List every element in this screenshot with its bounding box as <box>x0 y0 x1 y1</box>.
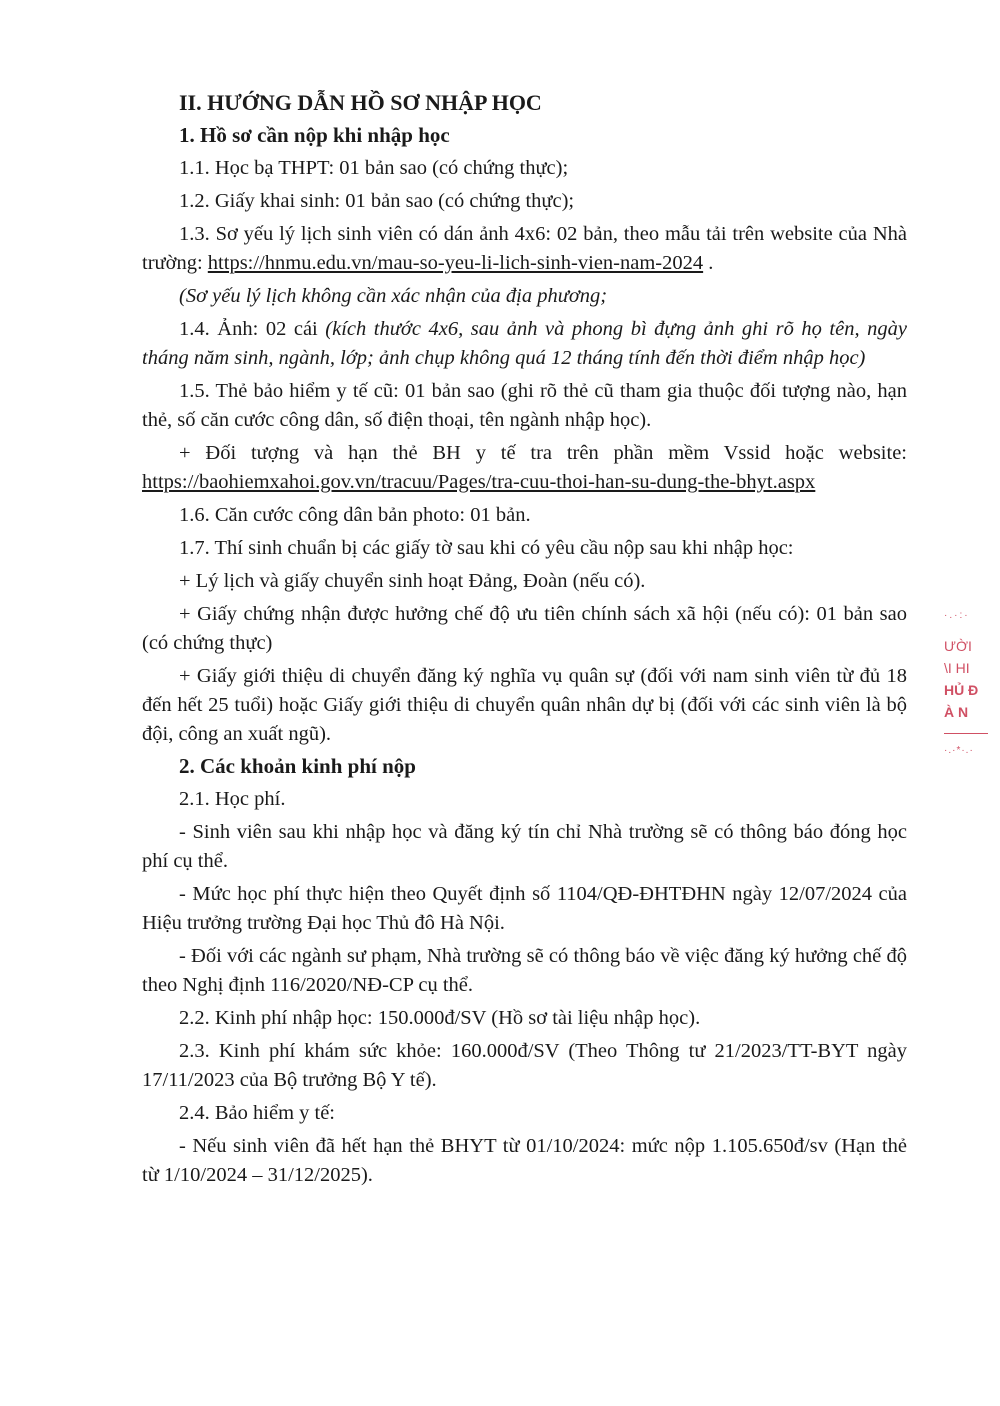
item-1-1: 1.1. Học bạ THPT: 01 bản sao (có chứng thực); <box>179 157 569 179</box>
section-title: II. HƯỚNG DẪN HỒ SƠ NHẬP HỌC <box>179 90 542 115</box>
item-1-3-text: 1.3. Sơ yếu lý lịch sinh viên có dán ảnh 4x6: 02 bản, theo mẫu tải trên website của Nhà trường: <box>142 223 907 274</box>
item-1-4-text: 1.4. Ảnh: 02 cái <box>179 318 326 340</box>
bhyt-lookup-link[interactable]: https://baohiemxahoi.gov.vn/tracuu/Pages/tra-cuu-thoi-han-su-dung-the-bhyt.aspx <box>142 471 816 493</box>
item-2-1: 2.1. Học phí. <box>179 788 286 810</box>
item-2-3: 2.3. Kinh phí khám sức khỏe: 160.000đ/SV (Theo Thông tư 21/2023/TT-BYT ngày 17/11/2023 của Bộ trưởng Bộ Y tế). <box>142 1040 907 1091</box>
stamp-line-1: ƯỜI <box>944 638 972 654</box>
stamp-line-3: HỦ Đ <box>944 682 979 698</box>
item-2-2: 2.2. Kinh phí nhập học: 150.000đ/SV (Hồ sơ tài liệu nhập học). <box>179 1007 701 1029</box>
item-1-7-a: + Lý lịch và giấy chuyển sinh hoạt Đảng, Đoàn (nếu có). <box>179 570 646 592</box>
item-1-2: 1.2. Giấy khai sinh: 01 bản sao (có chứng thực); <box>179 190 575 212</box>
item-1-4-italic: (kích thước 4x6, sau ảnh và phong bì đựng ảnh ghi rõ họ tên, ngày tháng năm sinh, ngành, lớp; ảnh chụp không quá 12 tháng tính đến thời điểm nhập học) <box>142 318 907 369</box>
stamp-dots: ·.·:· <box>944 610 970 621</box>
item-1-5-plus <box>142 439 907 497</box>
heading-ho-so: 1. Hồ sơ cần nộp khi nhập học <box>179 123 450 147</box>
stamp-line-4: À N <box>944 704 969 720</box>
item-2-1-a: - Sinh viên sau khi nhập học và đăng ký tín chỉ Nhà trường sẽ có thông báo đóng học phí cụ thể. <box>142 821 907 872</box>
item-2-4: 2.4. Bảo hiểm y tế: <box>179 1102 336 1124</box>
stamp-line-2: \I HI <box>944 660 970 676</box>
item-1-7-c: + Giấy giới thiệu di chuyển đăng ký nghĩa vụ quân sự (đối với nam sinh viên từ đủ 18 đến hết 25 tuổi) hoặc Giấy giới thiệu di chuyển quân nhân dự bị (đối với các sinh viên là bộ đội, công an xuất ngũ). <box>142 665 907 745</box>
stamp-divider <box>944 733 988 734</box>
so-yeu-ly-lich-link[interactable]: https://hnmu.edu.vn/mau-so-yeu-li-lich-sinh-vien-nam-2024 <box>207 252 704 274</box>
item-1-3-end: . <box>703 252 714 274</box>
item-1-3-note: (Sơ yếu lý lịch không cần xác nhận của địa phương; <box>179 285 608 307</box>
document-page <box>142 88 907 1190</box>
item-1-3 <box>142 220 907 278</box>
item-2-1-c: - Đối với các ngành sư phạm, Nhà trường sẽ có thông báo về việc đăng ký hưởng chế độ theo Nghị định 116/2020/NĐ-CP cụ thể. <box>142 945 907 996</box>
item-2-4-a: - Nếu sinh viên đã hết hạn thẻ BHYT từ 01/10/2024: mức nộp 1.105.650đ/sv (Hạn thẻ từ 1/10/2024 – 31/12/2025). <box>142 1135 907 1186</box>
item-1-4 <box>142 315 907 373</box>
item-1-5: 1.5. Thẻ bảo hiểm y tế cũ: 01 bản sao (ghi rõ thẻ cũ tham gia thuộc đối tượng nào, hạn thẻ, số căn cước công dân, số điện thoại, tên ngành nhập học). <box>142 380 907 431</box>
item-1-7-b: + Giấy chứng nhận được hưởng chế độ ưu tiên chính sách xã hội (nếu có): 01 bản sao (có chứng thực) <box>142 603 907 654</box>
heading-kinh-phi: 2. Các khoản kinh phí nộp <box>179 754 416 778</box>
seal-stamp-fragment <box>944 605 996 785</box>
item-1-6: 1.6. Căn cước công dân bản photo: 01 bản. <box>179 504 531 526</box>
stamp-star: ·.·*·.· <box>944 745 974 756</box>
item-1-5-plus-text: + Đối tượng và hạn thẻ BH y tế tra trên phần mềm Vssid hoặc website: <box>179 442 907 464</box>
item-2-1-b: - Mức học phí thực hiện theo Quyết định số 1104/QĐ-ĐHTĐHN ngày 12/07/2024 của Hiệu trưởng trường Đại học Thủ đô Hà Nội. <box>142 883 907 934</box>
item-1-7: 1.7. Thí sinh chuẩn bị các giấy tờ sau khi có yêu cầu nộp sau khi nhập học: <box>179 537 794 559</box>
